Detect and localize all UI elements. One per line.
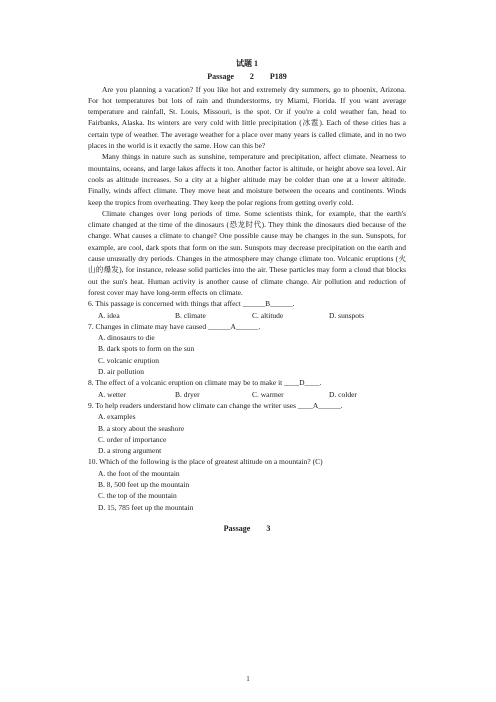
question-9	[88, 400, 406, 456]
option-b: B. climate	[175, 310, 206, 320]
option-b: B. 8, 500 feet up the mountain	[98, 479, 190, 489]
question-stem: 7. Changes in climate may have caused ______A______.	[88, 321, 261, 331]
page-title: 试题 1	[236, 59, 258, 68]
passage-3-heading	[88, 523, 406, 534]
option-d: D. sunspots	[329, 310, 365, 320]
option-b: B. a story about the seashore	[98, 423, 185, 433]
option-b: B. dryer	[175, 389, 200, 399]
question-7	[88, 321, 406, 377]
paragraph-2: Many things in nature such as sunshine, temperature and precipitation, affect climate. Nearness to mountains, oceans, and large lakes affects it too. Another factor is altitude, or height above sea level. Air cools as altitude increases. So a city at a higher altitude may be colder than one at a lower altitude. Finally, winds affect climate. They move heat and moisture between the oceans and continents. Winds keep the tropics from overheating. They keep the polar regions from getting overly cold.	[88, 152, 406, 207]
passage-page-ref: P189	[269, 72, 287, 82]
question-stem: 8. The effect of a volcanic eruption on climate may be to make it ____D____.	[88, 378, 322, 388]
paragraph-1: Are you planning a vacation? If you like hot and extremely dry summers, go to phoenix, Arizona. For hot temperatures but lots of rain and thunderstorms, try Miami, Florida. If you want average temperature and rainfall, St. Louis, Missouri, is the spot. Or if you're a cold weather fan, head to Fairbanks, Alaska. Its winters are very cold with little precipitation (冰雹). Each of these cities has a certain type of weather. The average weather for a place over many years is called climate, and in no two places in the world is it exactly the same. How can this be?	[88, 84, 406, 151]
question-stem: 9. To help readers understand how climate can change the writer uses ____A______.	[88, 400, 343, 410]
question-10	[88, 456, 406, 512]
option-c: C. the top of the mountain	[98, 491, 177, 501]
question-stem: 10. Which of the following is the place of greatest altitude on a mountain? (C)	[88, 457, 323, 467]
passage-label: Passage	[207, 72, 234, 82]
option-c: C. warmer	[252, 389, 284, 399]
option-c: C. altitude	[252, 310, 284, 320]
option-c: C. order of importance	[98, 434, 167, 444]
option-b: B. dark spots to form on the sun	[98, 344, 195, 354]
paragraph-3: Climate changes over long periods of time. Some scientists think, for example, that the earth's climate changed at the time of the dinosaurs (恐龙时代). They think the dinosaurs died because of the change. What causes a climate to change? One possible cause may be changes in the sun. Sunspots, for example, are cool, dark spots that form on the sun. Sunspots may decrease precipitation on the earth and cause unusually dry periods. Changes in the atmosphere may change climate too. Volcanic eruptions (火山的爆发), for instance, release solid particles into the air. These particles may form a cloud that blocks out the sun's heat. Human activity is another cause of climate change. Air pollution and reduction of forest cover may have long-term effects on climate.	[88, 208, 406, 297]
options-row	[88, 389, 406, 400]
option-d: D. colder	[329, 389, 357, 399]
options-row	[88, 310, 406, 321]
question-6	[88, 298, 406, 321]
page-number: 1	[246, 675, 250, 683]
question-8	[88, 377, 406, 400]
document-content	[88, 58, 406, 534]
passage-label: Passage	[223, 523, 251, 533]
option-a: A. dinosaurs to die	[98, 333, 155, 343]
passage-number: 3	[266, 523, 271, 533]
option-c: C. volcanic eruption	[98, 355, 160, 365]
option-a: A. wetter	[98, 389, 126, 399]
passage-number: 2	[249, 72, 254, 82]
option-a: A. the foot of the mountain	[98, 468, 180, 478]
option-a: A. idea	[98, 310, 120, 320]
option-a: A. examples	[98, 412, 136, 422]
passage-2-heading	[88, 71, 406, 82]
option-d: D. 15, 785 feet up the mountain	[98, 502, 194, 512]
option-d: D. air pollution	[98, 367, 145, 377]
option-d: D. a strong argument	[98, 446, 162, 456]
question-stem: 6. This passage is concerned with things that affect ______B______.	[88, 299, 295, 309]
